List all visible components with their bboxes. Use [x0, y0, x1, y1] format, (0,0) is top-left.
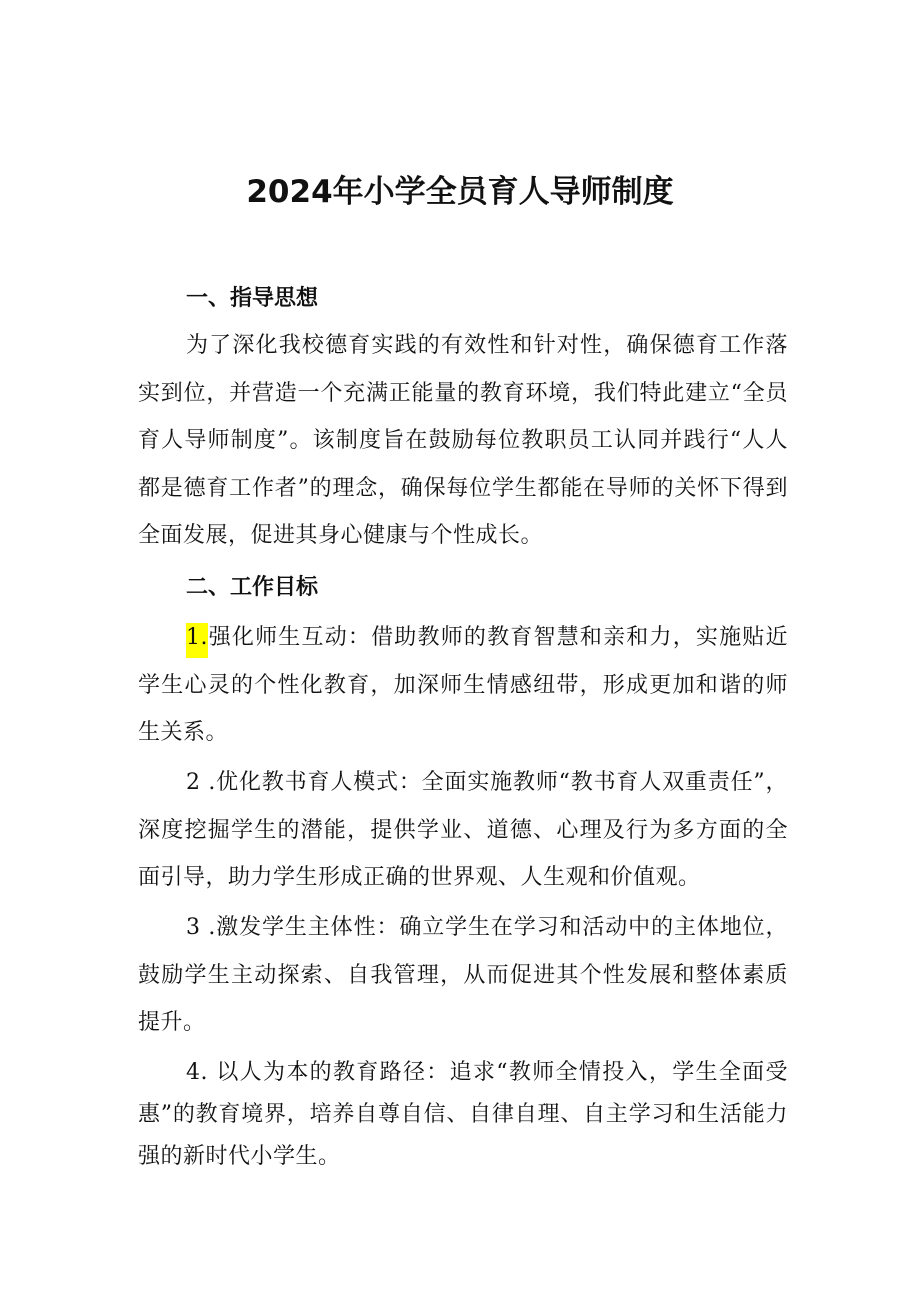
goal-item-4 — [138, 1052, 788, 1178]
document-title: 2024年小学全员育人导师制度 — [246, 174, 674, 210]
section-heading-work-goals: 二、工作目标 — [186, 575, 319, 600]
goal-number-2: 2 . — [186, 770, 216, 795]
goal-item-1 — [138, 614, 788, 757]
goal-text-3: 激发学生主体性：确立学生在学习和活动中的主体地位，鼓励学生主动探索、自我管理，从而促进其个性发展和整体素质提升。 — [138, 915, 788, 1035]
goal-item-3 — [138, 904, 788, 1047]
goal-item-2 — [138, 759, 788, 902]
goal-text-1: 强化师生互动：借助教师的教育智慧和亲和力，实施贴近学生心灵的个性化教育，加深师生情感纽带，形成更加和谐的师生关系。 — [138, 625, 788, 745]
goal-number-4: 4. — [186, 1060, 217, 1085]
goal-text-2: 优化教书育人模式：全面实施教师“教书育人双重责任”，深度挖掘学生的潜能，提供学业、道德、心理及行为多方面的全面引导，助力学生形成正确的世界观、人生观和价值观。 — [138, 770, 789, 890]
section-heading-guiding-ideology: 一、指导思想 — [186, 286, 319, 311]
goal-text-4: 以人为本的教育路径：追求“教师全情投入，学生全面受惠”的教育境界，培养自尊自信、自律自理、自主学习和生活能力强的新时代小学生。 — [138, 1060, 789, 1169]
section-paragraph-guiding-ideology: 为了深化我校德育实践的有效性和针对性，确保德育工作落实到位，并营造一个充满正能量的教育环境，我们特此建立“全员育人导师制度”。该制度旨在鼓励每位教职员工认同并践行“人人都是德育工作者”的理念，确保每位学生都能在导师的关怀下得到全面发展，促进其身心健康与个性成长。 — [138, 333, 788, 548]
goal-number-3: 3 . — [186, 915, 216, 940]
goal-number-1: 1. — [186, 623, 208, 658]
